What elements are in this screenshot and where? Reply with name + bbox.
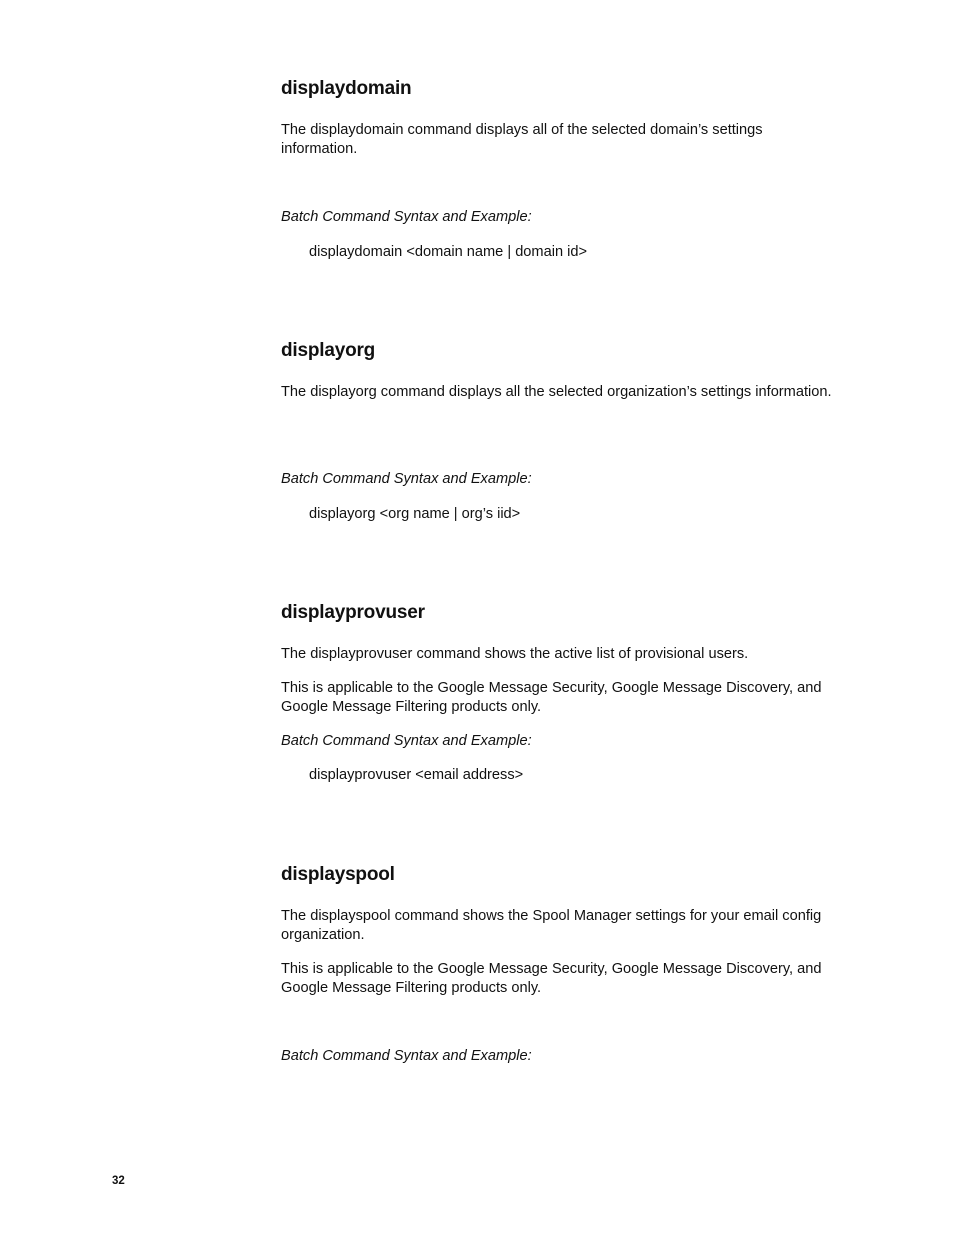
syntax-example: displaydomain <domain name | domain id> [309, 244, 587, 260]
page-number: 32 [112, 1175, 125, 1187]
syntax-example: displayorg <org name | org’s iid> [309, 506, 521, 522]
syntax-label: Batch Command Syntax and Example: [281, 733, 532, 749]
section-heading: displayprovuser [281, 602, 425, 623]
section-paragraph: This is applicable to the Google Message Security, Google Message Discovery, and Google Message Filtering products only. [281, 680, 822, 715]
syntax-example: displayprovuser <email address> [309, 767, 524, 783]
section-heading: displayspool [281, 864, 395, 885]
syntax-label: Batch Command Syntax and Example: [281, 471, 532, 487]
section-heading: displayorg [281, 340, 376, 361]
section-paragraph: The displayprovuser command shows the active list of provisional users. [281, 646, 749, 662]
section-paragraph: The displaydomain command displays all of the selected domain’s settings information. [281, 122, 763, 157]
section-paragraph: This is applicable to the Google Message Security, Google Message Discovery, and Google Message Filtering products only. [281, 961, 822, 996]
syntax-label: Batch Command Syntax and Example: [281, 1048, 532, 1064]
section-paragraph: The displayspool command shows the Spool Manager settings for your email config organization. [281, 908, 822, 943]
section-paragraph: The displayorg command displays all the selected organization’s settings information. [281, 384, 832, 400]
syntax-label: Batch Command Syntax and Example: [281, 209, 532, 225]
section-heading: displaydomain [281, 78, 412, 99]
